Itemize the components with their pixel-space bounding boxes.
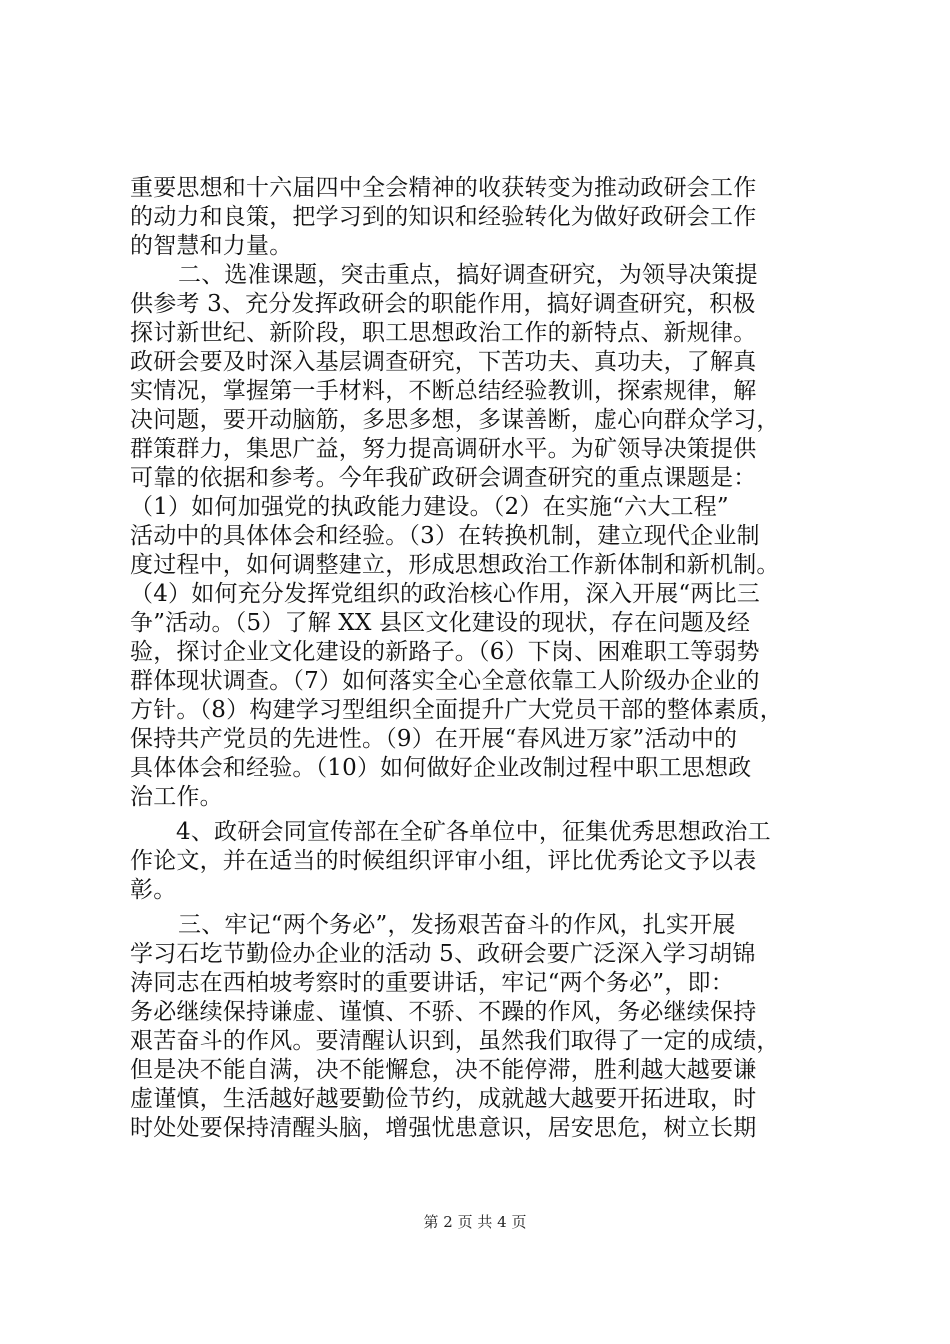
text-line: 彰。 bbox=[130, 877, 177, 903]
text-line: 二、选准课题，突击重点，搞好调查研究，为领导决策提 bbox=[178, 262, 758, 288]
text-line: 作论文，并在适当的时候组织评审小组，评比优秀论文予以表 bbox=[130, 848, 757, 874]
text-line: 群体现状调查。（7）如何落实全心全意依靠工人阶级办企业的 bbox=[130, 668, 760, 694]
text-line: 度过程中，如何调整建立，形成思想政治工作新体制和新机制。 bbox=[130, 552, 780, 578]
paragraph-2 bbox=[130, 261, 836, 812]
text-line: 的智慧和力量。 bbox=[130, 233, 293, 259]
text-line: 艰苦奋斗的作风。要清醒认识到，虽然我们取得了一定的成绩， bbox=[130, 1028, 780, 1054]
text-line: 但是决不能自满，决不能懈怠，决不能停滞，胜利越大越要谦 bbox=[130, 1057, 757, 1083]
text-line: 探讨新世纪、新阶段，职工思想政治工作的新特点、新规律。 bbox=[130, 320, 757, 346]
text-line: 群策群力，集思广益，努力提高调研水平。为矿领导决策提供 bbox=[130, 436, 757, 462]
page-footer: 第 2 页 共 4 页 bbox=[423, 1213, 527, 1231]
text-line: 治工作。 bbox=[130, 784, 223, 810]
text-line: 争”活动。（5）了解 XX 县区文化建设的现状，存在问题及经 bbox=[130, 610, 751, 636]
text-line: 供参考 3、充分发挥政研会的职能作用，搞好调查研究，积极 bbox=[130, 291, 756, 317]
text-line: （1）如何加强党的执政能力建设。（2）在实施“六大工程” bbox=[130, 494, 729, 520]
paragraph-3 bbox=[130, 818, 836, 905]
text-line: （4）如何充分发挥党组织的政治核心作用，深入开展“两比三 bbox=[130, 581, 760, 607]
text-line: 虚谨慎，生活越好越要勤俭节约，成就越大越要开拓进取，时 bbox=[130, 1086, 757, 1112]
text-line: 涛同志在西柏坡考察时的重要讲话，牢记“两个务必”，即： bbox=[130, 970, 734, 996]
text-line: 保持共产党员的先进性。（9）在开展“春风进万家”活动中的 bbox=[130, 726, 738, 752]
text-line: 实情况，掌握第一手材料，不断总结经验教训，探索规律，解 bbox=[130, 378, 757, 404]
text-line: 4、政研会同宣传部在全矿各单位中，征集优秀思想政治工 bbox=[176, 819, 771, 845]
text-line: 的动力和良策，把学习到的知识和经验转化为做好政研会工作 bbox=[130, 204, 757, 230]
text-line: 重要思想和十六届四中全会精神的收获转变为推动政研会工作 bbox=[130, 175, 757, 201]
text-line: 时处处要保持清醒头脑，增强忧患意识，居安思危，树立长期 bbox=[130, 1115, 757, 1141]
text-line: 方针。（8）构建学习型组织全面提升广大党员干部的整体素质， bbox=[130, 697, 783, 723]
text-line: 可靠的依据和参考。今年我矿政研会调查研究的重点课题是： bbox=[130, 465, 757, 491]
text-line: 三、牢记“两个务必”，发扬艰苦奋斗的作风，扎实开展 bbox=[178, 912, 736, 938]
paragraph-1 bbox=[130, 174, 836, 261]
document-body bbox=[130, 174, 836, 1143]
text-line: 决问题，要开动脑筋，多思多想，多谋善断，虚心向群众学习， bbox=[130, 407, 780, 433]
text-line: 具体体会和经验。（10）如何做好企业改制过程中职工思想政 bbox=[130, 755, 752, 781]
text-line: 学习石圪节勤俭办企业的活动 5、政研会要广泛深入学习胡锦 bbox=[130, 941, 756, 967]
text-line: 验，探讨企业文化建设的新路子。（6）下岗、困难职工等弱势 bbox=[130, 639, 760, 665]
text-line: 务必继续保持谦虚、谨慎、不骄、不躁的作风，务必继续保持 bbox=[130, 999, 757, 1025]
text-line: 活动中的具体体会和经验。（3）在转换机制，建立现代企业制 bbox=[130, 523, 760, 549]
text-line: 政研会要及时深入基层调查研究，下苦功夫、真功夫，了解真 bbox=[130, 349, 757, 375]
paragraph-4 bbox=[130, 911, 836, 1143]
